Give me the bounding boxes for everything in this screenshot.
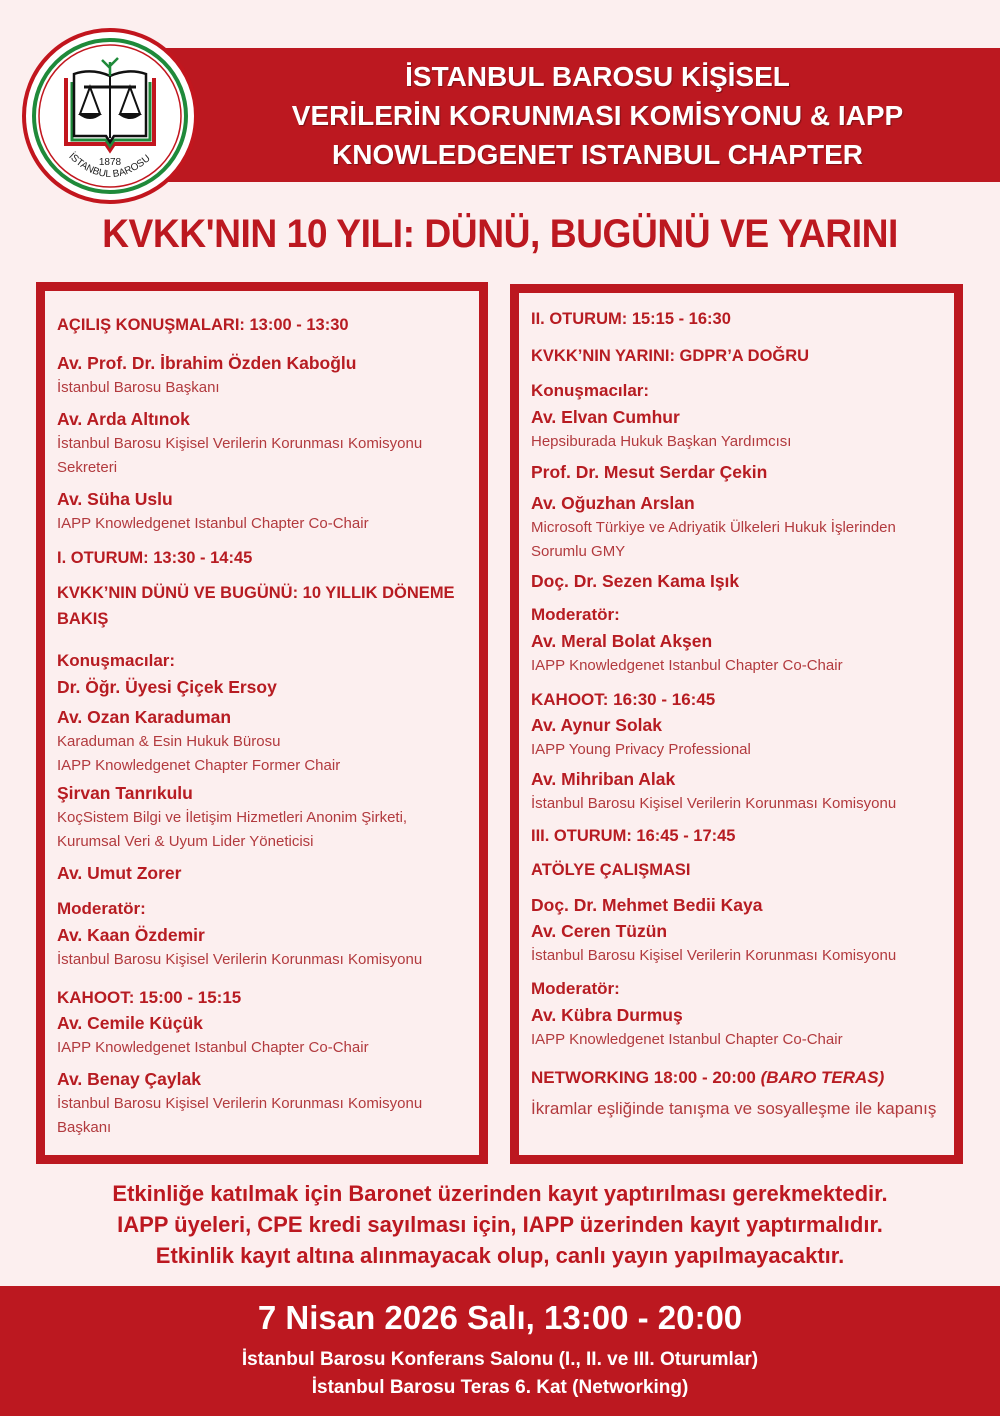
speaker-role: İstanbul Barosu Kişisel Verilerin Korunması Komisyonu (531, 947, 897, 964)
session2-heading: II. OTURUM: 15:15 - 16:30 (531, 310, 731, 328)
session1-heading: I. OTURUM: 13:30 - 14:45 (57, 549, 253, 567)
speaker-name: Av. Ozan Karaduman (57, 707, 232, 727)
speaker-name: Doç. Dr. Sezen Kama Işık (531, 571, 740, 591)
speaker-role: IAPP Knowledgenet Chapter Former Chair (57, 757, 341, 774)
speaker-role: Karaduman & Esin Hukuk Bürosu (57, 733, 281, 750)
session3-topic: ATÖLYE ÇALIŞMASI (531, 861, 691, 879)
program-right-panel (510, 284, 963, 1164)
header-line-2: VERİLERİN KORUNMASI KOMİSYONU & IAPP (291, 99, 904, 131)
moderator-name: Av. Kaan Özdemir (57, 925, 205, 945)
venue-line-1: İstanbul Barosu Konferans Salonu (I., II. ve III. Oturumlar) (241, 1349, 759, 1370)
speaker-name: Av. Cemile Küçük (57, 1013, 203, 1033)
venue-line-2: İstanbul Barosu Teras 6. Kat (Networking) (311, 1377, 689, 1398)
notice-line-3: Etkinlik kayıt altına alınmayacak olup, canlı yayın yapılmayacaktır. (155, 1243, 845, 1268)
speaker-name: Av. Umut Zorer (57, 863, 182, 883)
session2-topic: KVKK’NIN YARINI: GDPR’A DOĞRU (531, 347, 810, 365)
speakers-label: Konuşmacılar: (57, 651, 176, 670)
networking-heading (531, 1066, 942, 1090)
page-title: KVKK'NIN 10 YILI: DÜNÜ, BUGÜNÜ VE YARINI (102, 212, 898, 256)
speaker-name: Av. Prof. Dr. İbrahim Özden Kaboğlu (57, 353, 357, 373)
svg-text:1878: 1878 (98, 157, 122, 168)
moderator-label: Moderatör: (531, 605, 620, 624)
networking-time: NETWORKING 18:00 - 20:00 (531, 1068, 756, 1087)
speaker-name: Av. Aynur Solak (531, 715, 662, 735)
notice-line-2: IAPP üyeleri, CPE kredi sayılması için, IAPP üzerinden kayıt yaptırmalıdır. (117, 1212, 883, 1237)
speaker-name: Doç. Dr. Mehmet Bedii Kaya (531, 895, 763, 915)
session1-topic: KVKK’NIN DÜNÜ VE BUGÜNÜ: 10 YILLIK DÖNEME BAKIŞ (57, 584, 455, 628)
speaker-name: Av. Arda Altınok (57, 409, 190, 429)
speaker-role: IAPP Knowledgenet Istanbul Chapter Co-Chair (57, 515, 369, 532)
speaker-role: İstanbul Barosu Kişisel Verilerin Korunması Komisyonu (531, 795, 897, 812)
moderator-name: Av. Kübra Durmuş (531, 1005, 683, 1025)
speaker-role: İstanbul Barosu Başkanı (57, 379, 220, 396)
session3-heading: III. OTURUM: 16:45 - 17:45 (531, 827, 736, 845)
registration-notice (0, 1178, 1000, 1271)
svg-text:İSTANBUL BAROSU: İSTANBUL BAROSU (66, 151, 153, 181)
istanbul-barosu-logo (22, 28, 198, 204)
header-line-3: KNOWLEDGENET ISTANBUL CHAPTER (332, 138, 863, 170)
speaker-name: Şirvan Tanrıkulu (57, 783, 193, 803)
notice-line-1: Etkinliğe katılmak için Baronet üzerinden kayıt yaptırılması gerekmektedir. (112, 1181, 888, 1206)
program-left-panel (36, 282, 488, 1164)
moderator-name: Av. Meral Bolat Akşen (531, 631, 713, 651)
speaker-name: Dr. Öğr. Üyesi Çiçek Ersoy (57, 677, 277, 697)
speaker-name: Av. Ceren Tüzün (531, 921, 668, 941)
speaker-role: Hepsiburada Hukuk Başkan Yardımcısı (531, 433, 792, 450)
moderator-role: IAPP Knowledgenet Istanbul Chapter Co-Chair (531, 657, 843, 674)
kahoot-heading: KAHOOT: 16:30 - 16:45 (531, 690, 716, 709)
speaker-role: Microsoft Türkiye ve Adriyatik Ülkeleri Hukuk İşlerinden Sorumlu GMY (531, 519, 896, 560)
header-line-1: İSTANBUL BAROSU KİŞİSEL (405, 60, 790, 92)
moderator-role: İstanbul Barosu Kişisel Verilerin Korunması Komisyonu (57, 951, 423, 968)
networking-location: (BARO TERAS) (760, 1068, 885, 1087)
speaker-name: Av. Oğuzhan Arslan (531, 493, 695, 513)
moderator-role: IAPP Knowledgenet Istanbul Chapter Co-Chair (531, 1031, 843, 1048)
moderator-label: Moderatör: (531, 979, 620, 998)
kahoot-heading: KAHOOT: 15:00 - 15:15 (57, 988, 242, 1007)
moderator-label: Moderatör: (57, 899, 146, 918)
speaker-role: IAPP Knowledgenet Istanbul Chapter Co-Chair (57, 1039, 369, 1056)
speaker-role: IAPP Young Privacy Professional (531, 741, 751, 758)
speaker-role: İstanbul Barosu Kişisel Verilerin Korunması Komisyonu Sekreteri (57, 435, 423, 476)
speaker-role: İstanbul Barosu Kişisel Verilerin Korunması Komisyonu Başkanı (57, 1095, 423, 1136)
speaker-name: Prof. Dr. Mesut Serdar Çekin (531, 462, 768, 482)
speaker-name: Av. Mihriban Alak (531, 769, 676, 789)
opening-heading: AÇILIŞ KONUŞMALARI: 13:00 - 13:30 (57, 316, 349, 334)
footer-banner (0, 1286, 1000, 1416)
header-banner (165, 48, 1000, 182)
event-date: 7 Nisan 2026 Salı, 13:00 - 20:00 (257, 1299, 743, 1336)
scales-of-justice-on-book-icon (26, 32, 194, 200)
speaker-role: KoçSistem Bilgi ve İletişim Hizmetleri Anonim Şirketi, Kurumsal Veri & Uyum Lider Yöneticisi (57, 809, 408, 850)
networking-description: İkramlar eşliğinde tanışma ve sosyalleşme ile kapanış (531, 1099, 937, 1118)
speaker-name: Av. Benay Çaylak (57, 1069, 201, 1089)
speaker-name: Av. Elvan Cumhur (531, 407, 680, 427)
speaker-name: Av. Süha Uslu (57, 489, 173, 509)
speakers-label: Konuşmacılar: (531, 381, 650, 400)
